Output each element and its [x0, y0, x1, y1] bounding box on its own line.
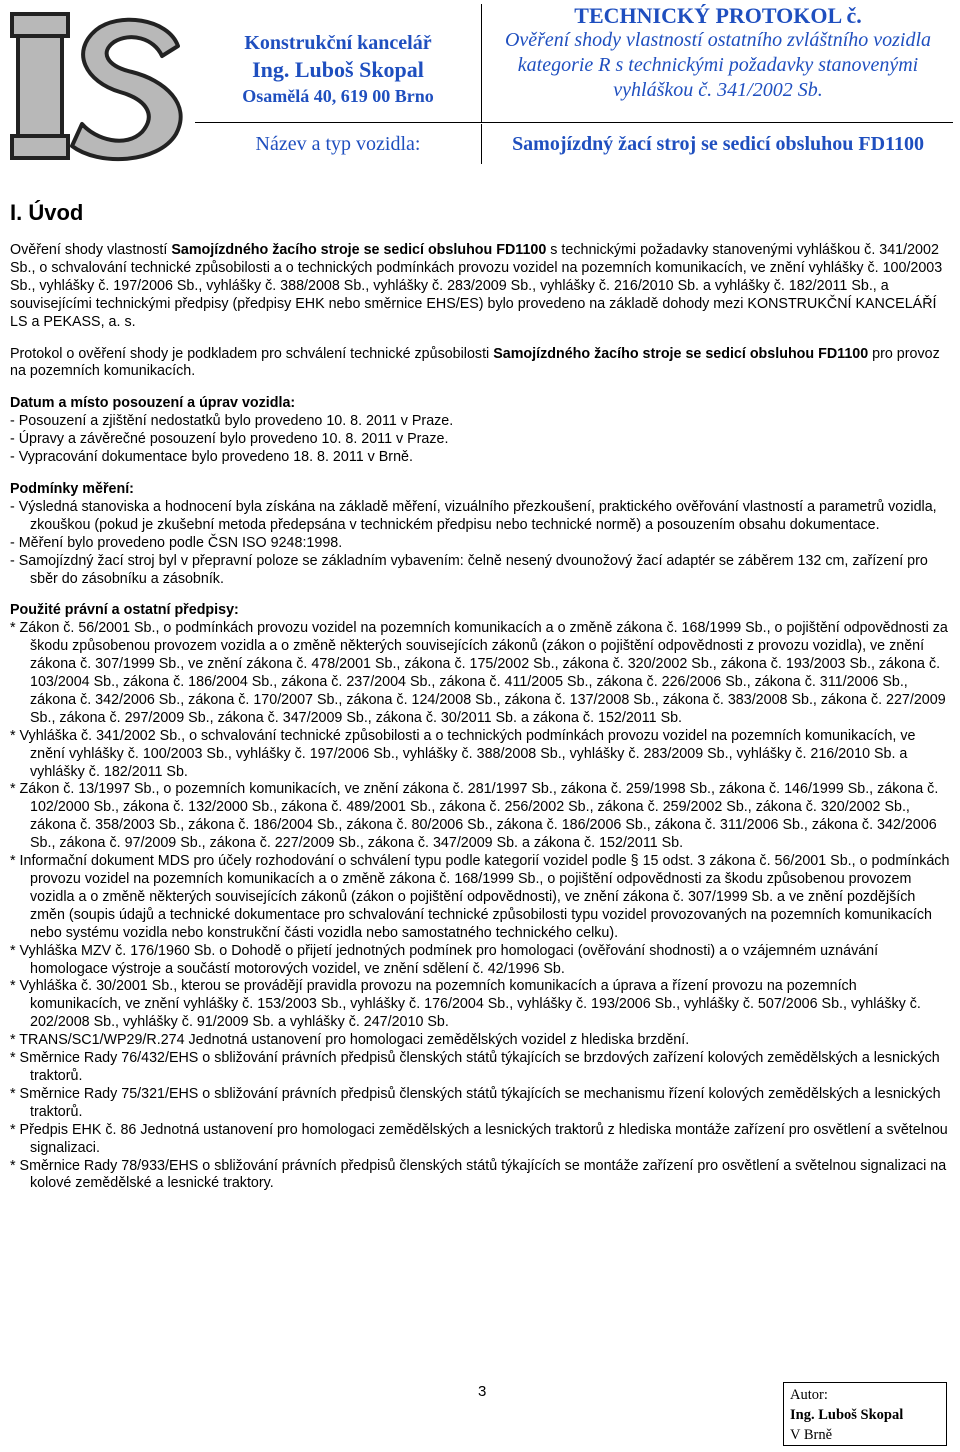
- vehicle-name: Samojízdný žací stroj se sedicí obsluhou FD1100: [512, 132, 924, 155]
- page-number: 3: [478, 1383, 487, 1400]
- list-item: - Posouzení a zjištění nedostatků bylo provedeno 10. 8. 2011 v Praze.: [10, 413, 454, 430]
- company-name: Konstrukční kancelář: [244, 32, 432, 54]
- protocol-title: TECHNICKÝ PROTOKOL č.: [574, 3, 862, 28]
- list-item: * Směrnice Rady 76/432/EHS o sbližování právních předpisů členských států týkajících se brzdových zařízení kolových zemědělských a lesnických traktorů.: [10, 1050, 940, 1084]
- author-box: [783, 1382, 947, 1446]
- predpisy-heading: Použité právní a ostatní předpisy:: [10, 602, 239, 619]
- list-item: * Vyhláška č. 30/2001 Sb., kterou se provádějí pravidla provozu na pozemních komunikacích a úprava a řízení provozu na pozemních komunikacích, ve znění vyhlášky č. 153/2003 Sb., vyhlášky č. 176/2004 Sb., vyhlášky č. 193/2006 Sb., vyhlášky č. 507/2006 Sb., vyhlášky č. 202/2008 Sb., vyhlášky č. 91/2009 Sb. a vyhlášky č. 247/2010 Sb.: [10, 978, 921, 1031]
- list-item: * Předpis EHK č. 86 Jednotná ustanovení pro homologaci zemědělských a lesnických traktorů z hlediska montáže zařízení pro osvětlení a světelnou signalizaci.: [10, 1121, 948, 1156]
- protocol-block: [482, 4, 954, 122]
- list-item: - Vypracování dokumentace bylo provedeno 18. 8. 2011 v Brně.: [10, 449, 413, 466]
- intro-paragraph: Ověření shody vlastností Samojízdného žacího stroje se sedicí obsluhou FD1100 s technickými požadavky stanovenými vyhláškou č. 341/2002 Sb., o schvalování technické způsobilosti a o technických podmínkách provozu vozidel na pozemních komunikacích, ve znění vyhlášky č. 100/2003 Sb., vyhlášky č. 197/2006 Sb., vyhlášky č. 388/2008 Sb., vyhlášky č. 283/2009 Sb., vyhlášky č. 216/2010 Sb. a vyhlášky č. 182/2011 Sb., a souvisejícími technickými předpisy (předpisy EHK nebo směrnice EHS/ES) bylo provedeno na základě dohody mezi KONSTRUKČNÍ KANCELÁŘÍ LS a PEKASS, a. s.: [10, 242, 943, 330]
- podminky-heading: Podmínky měření:: [10, 480, 134, 497]
- list-item: * Zákon č. 56/2001 Sb., o podmínkách provozu vozidel na pozemních komunikacích a o změně zákona č. 168/1999 Sb., o pojištění odpovědnosti za škodu způsobenou provozem vozidla a o změně některých souvisejících zákonů (zákon o pojištění odpovědnosti z provozu vozidla), ve znění zákona č. 307/1999 Sb., ve znění zákona č. 478/2001 Sb., zákona č. 175/2002 Sb., zákona č. 320/2002 Sb., zákona č. 193/2003 Sb., zákona č. 103/2004 Sb., zákona č. 186/2004 Sb., zákona č. 237/2004 Sb., zákona č. 411/2005 Sb., zákona č. 226/2006 Sb., zákona č. 311/2006 Sb., zákona č. 342/2006 Sb., zákona č. 170/2007 Sb., zákona č. 124/2008 Sb., zákona č. 137/2008 Sb., zákona č. 383/2008 Sb., zákona č. 227/2009 Sb., zákona č. 297/2009 Sb., zákona č. 347/2009 Sb., zákona č. 30/2011 Sb. a zákona č. 152/2011 Sb.: [10, 620, 948, 726]
- datum-heading: Datum a místo posouzení a úprav vozidla:: [10, 395, 296, 412]
- list-item: * Vyhláška MZV č. 176/1960 Sb. o Dohodě o přijetí jednotných podmínek pro homologaci (ověřování shodnosti) a o vzájemném uznávání homologace výstroje a součástí motorových vozidel, ve znění sdělení č. 42/1996 Sb.: [10, 942, 879, 977]
- document-body: [10, 200, 950, 1193]
- list-item: * Směrnice Rady 78/933/EHS o sbližování právních předpisů členských států týkajících se montáže zařízení pro osvětlení a světelnou signalizaci na kolové zemědělské a lesnické traktory.: [10, 1157, 947, 1192]
- list-item: - Samojízdný žací stroj byl v přepravní poloze se základním vybavením: čelně nesený dvounožový žací adaptér se záběrem 132 cm, zařízení pro sběr do zásobníku a zásobník.: [10, 552, 928, 587]
- document-header: [0, 0, 960, 170]
- protocol-subtitle-line: Ověření shody vlastností ostatního zvláštního vozidla: [504, 29, 932, 51]
- company-person: Ing. Luboš Skopal: [252, 57, 424, 82]
- list-item: - Úpravy a závěrečné posouzení bylo provedeno 10. 8. 2011 v Praze.: [10, 431, 449, 448]
- list-item: * Informační dokument MDS pro účely rozhodování o schválení typu podle kategorií vozidel podle § 15 odst. 3 zákona č. 56/2001 Sb., o podmínkách provozu vozidel na pozemních komunikacích a o změně zákona č. 168/1999 Sb., o pojištění odpovědnosti za škodu způsobenou provozem vozidla a o změně některých souvisejících zákonů (zákon o pojištění odpovědnosti), ve znění zákona č. 307/1999 Sb. a ve znění pozdějších změn (soupis údajů a technické dokumentace pro schvalování technické způsobilosti typu vozidel provozovaných na pozemních komunikacích nebo systému vozidla nebo konstrukční části vozidla nebo samostatného technického celku).: [10, 853, 950, 941]
- author-label: Autor:: [790, 1387, 828, 1403]
- ls-logo-icon: [8, 8, 188, 163]
- vehicle-label: Název a typ vozidla:: [195, 124, 482, 164]
- list-item: - Výsledná stanoviska a hodnocení byla získána na základě měření, vizuálního přezkoušení, praktického ověřování vlastností a parametrů vozidla, zkouškou (pokud je zkušební metoda předepsána v technickém předpisu nebo technické normě) a posouzením obsahu dokumentace.: [10, 498, 937, 533]
- author-name: Ing. Luboš Skopal: [790, 1407, 904, 1423]
- header-divider: [195, 122, 953, 123]
- section-heading: I. Úvod: [10, 200, 84, 225]
- list-item: * Směrnice Rady 75/321/EHS o sbližování právních předpisů členských států týkajících se mechanismu řízení kolových zemědělských a lesnických traktorů.: [10, 1085, 941, 1120]
- protocol-paragraph: Protokol o ověření shody je podkladem pro schválení technické způsobilosti Samojízdného žacího stroje se sedicí obsluhou FD1100 pro provoz na pozemních komunikacích.: [10, 345, 940, 380]
- list-item: - Měření bylo provedeno podle ČSN ISO 9248:1998.: [10, 534, 343, 551]
- protocol-subtitle-line: kategorie R s technickými požadavky stanovenými: [517, 54, 919, 76]
- company-address: Osamělá 40, 619 00 Brno: [242, 86, 434, 106]
- list-item: * Zákon č. 13/1997 Sb., o pozemních komunikacích, ve znění zákona č. 281/1997 Sb., zákona č. 259/1998 Sb., zákona č. 146/1999 Sb., zákona č. 102/2000 Sb., zákona č. 132/2000 Sb., zákona č. 489/2001 Sb., zákona č. 256/2002 Sb., zákona č. 259/2002 Sb., zákona č. 320/2002 Sb., zákona č. 358/2003 Sb., zákona č. 186/2004 Sb., zákona č. 80/2006 Sb., zákona č. 186/2006 Sb., zákona č. 311/2006 Sb., zákona č. 342/2006 Sb., zákona č. 97/2009 Sb., zákona č. 227/2009 Sb., zákona č. 347/2009 Sb. a zákona č. 152/2011 Sb.: [10, 781, 939, 852]
- author-city: V Brně: [790, 1427, 833, 1443]
- protocol-subtitle-line: vyhláškou č. 341/2002 Sb.: [613, 79, 823, 101]
- list-item: * TRANS/SC1/WP29/R.274 Jednotná ustanovení pro homologaci zemědělských vozidel z hlediska brzdění.: [10, 1032, 690, 1049]
- company-block: [195, 4, 482, 122]
- list-item: * Vyhláška č. 341/2002 Sb., o schvalování technické způsobilosti a o technických podmínkách provozu vozidel na pozemních komunikacích, ve znění vyhlášky č. 100/2003 Sb., vyhlášky č. 197/2006 Sb., vyhlášky č. 388/2008 Sb., vyhlášky č. 283/2009 Sb., vyhlášky č. 216/2010 Sb. a vyhlášky č. 182/2011 Sb.: [10, 727, 916, 780]
